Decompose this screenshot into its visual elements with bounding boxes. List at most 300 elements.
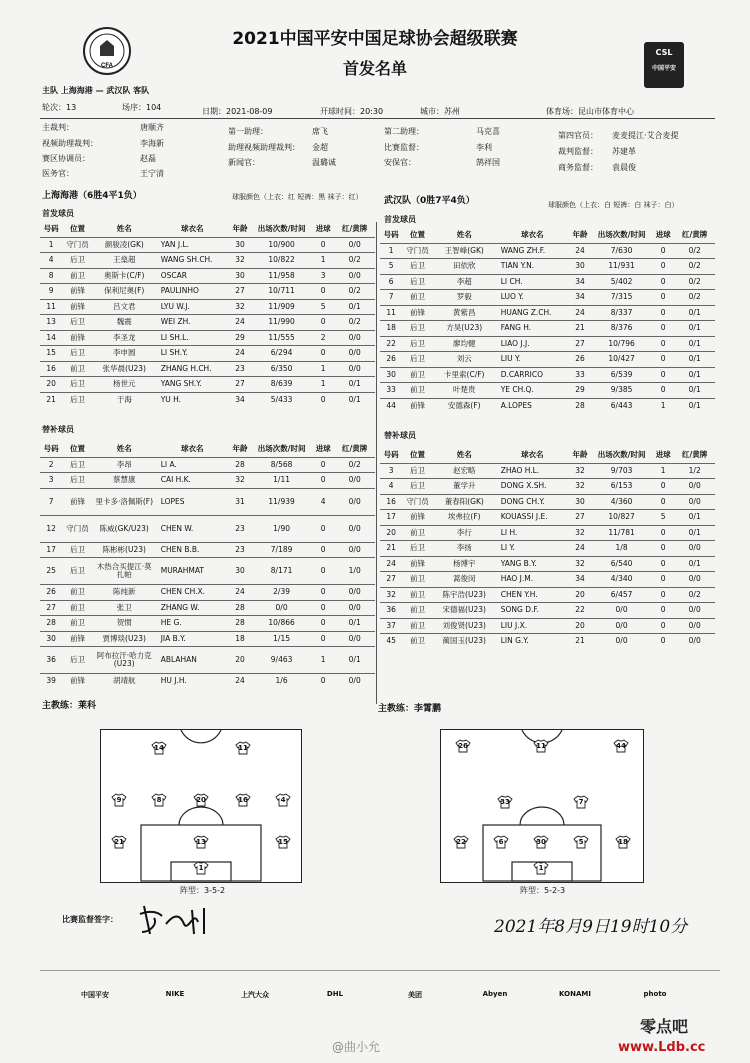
appearances: 1/6 [251, 674, 312, 689]
player-name: 刘云 [433, 352, 496, 368]
player-name: 里卡多·洛佩斯(F) [93, 488, 156, 515]
cards: 0/0 [674, 572, 715, 588]
jersey-name: CHEN Y.H. [496, 587, 569, 603]
player-position: 后卫 [62, 346, 92, 362]
column-header: 出场次数/时间 [597, 450, 646, 460]
player-name: 陈彬彬(U23) [93, 542, 156, 558]
sponsor-logo: 上汽大众 [241, 991, 269, 999]
player-number: 11 [40, 299, 62, 315]
jersey-name: LI Y. [496, 541, 569, 557]
player-position: 前锋 [62, 631, 92, 647]
coord: 赵磊 [140, 154, 156, 163]
player-age: 34 [569, 572, 591, 588]
goals: 0 [312, 674, 334, 689]
var-label: 视频助理裁判： [42, 139, 98, 148]
cards: 0/1 [334, 392, 375, 407]
player-row [380, 463, 715, 479]
goals: 0 [652, 572, 674, 588]
signature-datetime: 2021年8月9日19时10分 [494, 917, 688, 937]
player-position: 前卫 [402, 618, 432, 634]
jersey-number: 1 [538, 864, 544, 872]
referee-label: 主裁判： [42, 123, 74, 132]
appearances: 10/822 [251, 253, 312, 269]
player-name: 颜骏凌(GK) [93, 237, 156, 253]
player-row [40, 330, 375, 346]
cards: 0/0 [674, 603, 715, 619]
jersey-icon [533, 861, 549, 875]
column-header: 年龄 [572, 230, 588, 240]
player-number: 30 [380, 367, 402, 383]
jersey-name: A.LOPES [496, 398, 569, 413]
goals: 0 [652, 603, 674, 619]
column-header: 位置 [70, 224, 86, 234]
player-name: 董春阳(GK) [433, 494, 496, 510]
appearances: 8/376 [591, 321, 652, 337]
appearances: 1/90 [251, 515, 312, 542]
player-row [380, 305, 715, 321]
player-name: 田依欣 [433, 259, 496, 275]
player-number: 4 [40, 253, 62, 269]
player-age: 20 [569, 587, 591, 603]
jersey-name: ZHANG W. [156, 600, 229, 616]
jersey-icon [151, 793, 167, 807]
player-age: 28 [229, 600, 251, 616]
player-number: 3 [40, 473, 62, 489]
commercial-label: 商务监督： [558, 163, 598, 172]
player-row [40, 346, 375, 362]
cards: 0/0 [674, 494, 715, 510]
jersey-name: DONG X.SH. [496, 479, 569, 495]
cards: 0/1 [674, 556, 715, 572]
player-position: 前卫 [62, 616, 92, 632]
goals: 1 [312, 361, 334, 377]
player-number: 21 [40, 392, 62, 407]
jersey-name: LOPES [156, 488, 229, 515]
player-row [40, 616, 375, 632]
player-name: 蔡慧康 [93, 473, 156, 489]
player-age: 32 [569, 463, 591, 479]
column-header: 球衣名 [521, 450, 544, 460]
player-row [40, 237, 375, 253]
player-age: 34 [229, 392, 251, 407]
player-age: 27 [229, 284, 251, 300]
player-age: 30 [569, 259, 591, 275]
player-position: 前卫 [402, 383, 432, 399]
player-age: 23 [229, 515, 251, 542]
goals: 0 [652, 618, 674, 634]
appearances: 10/900 [251, 237, 312, 253]
appearances: 1/15 [251, 631, 312, 647]
away-team-name: 武汉队（0胜7平4负） [384, 196, 475, 206]
home-formation: 阵型：3-5-2 [180, 886, 226, 895]
jersey-name: LYU W.J. [156, 299, 229, 315]
match-date: 日期：2021-08-09 [202, 107, 273, 116]
appearances: 7/630 [591, 243, 652, 259]
player-number: 13 [40, 315, 62, 331]
column-header: 球衣名 [181, 224, 204, 234]
cards: 0/2 [334, 315, 375, 331]
column-header: 号码 [383, 230, 399, 240]
player-number: 11 [380, 305, 402, 321]
home-kit: 球服颜色（上衣：红 短裤：黑 袜子：红） [232, 193, 363, 201]
away-subs-label: 替补球员 [384, 431, 416, 440]
jersey-name: HU J.H. [156, 674, 229, 689]
player-position: 后卫 [62, 377, 92, 393]
table-header-row [40, 442, 375, 457]
cards: 0/2 [674, 274, 715, 290]
cards: 0/1 [674, 367, 715, 383]
goals: 1 [312, 253, 334, 269]
player-row [40, 542, 375, 558]
jersey-name: LIN G.Y. [496, 634, 569, 649]
jersey-icon [235, 741, 251, 755]
jersey-name: YANG SH.Y. [156, 377, 229, 393]
jersey-icon [615, 835, 631, 849]
player-age: 27 [569, 336, 591, 352]
player-number: 6 [380, 274, 402, 290]
jersey-name: LI SH.Y. [156, 346, 229, 362]
player-age: 32 [229, 299, 251, 315]
player-position: 后卫 [62, 457, 92, 473]
goals: 0 [652, 634, 674, 649]
player-age: 26 [569, 352, 591, 368]
player-position: 守门员 [62, 237, 92, 253]
player-row [380, 274, 715, 290]
player-row [380, 243, 715, 259]
appearances: 11/939 [251, 488, 312, 515]
goals: 0 [652, 479, 674, 495]
player-row [380, 510, 715, 526]
jersey-name: LI SH.L. [156, 330, 229, 346]
player-position: 前锋 [62, 330, 92, 346]
player-name: 黄紫昌 [433, 305, 496, 321]
home-formation-pitch [100, 729, 302, 883]
cards: 0/1 [674, 352, 715, 368]
goals: 0 [652, 290, 674, 306]
player-position: 前锋 [62, 284, 92, 300]
jersey-icon [151, 741, 167, 755]
player-row [40, 315, 375, 331]
player-number: 17 [40, 542, 62, 558]
goals: 0 [652, 274, 674, 290]
appearances: 10/796 [591, 336, 652, 352]
player-number: 36 [380, 603, 402, 619]
player-age: 32 [569, 556, 591, 572]
player-row [40, 473, 375, 489]
jersey-name: CHEN CH.X. [156, 585, 229, 601]
appearances: 6/539 [591, 367, 652, 383]
sponsor-logo: Abyen [482, 990, 508, 998]
player-number: 45 [380, 634, 402, 649]
cards: 0/1 [674, 510, 715, 526]
player-number: 8 [40, 268, 62, 284]
signature-label: 比赛监督签字： [62, 915, 118, 924]
cards: 0/1 [674, 525, 715, 541]
commercial: 袁晨俊 [612, 163, 636, 172]
player-number: 5 [380, 259, 402, 275]
jersey-icon [193, 861, 209, 875]
goals: 0 [312, 392, 334, 407]
column-header: 位置 [410, 450, 426, 460]
goals: 0 [652, 243, 674, 259]
jersey-icon [533, 835, 549, 849]
security-label: 安保官： [384, 158, 416, 167]
home-starters-table [40, 222, 375, 407]
appearances: 11/958 [251, 268, 312, 284]
jersey-number: 14 [154, 744, 164, 752]
player-name: 陈宇浩(U23) [433, 587, 496, 603]
jersey-icon [497, 795, 513, 809]
player-name: 吕文君 [93, 299, 156, 315]
player-number: 22 [380, 336, 402, 352]
player-row [380, 572, 715, 588]
home-subs-label: 替补球员 [42, 425, 74, 434]
coord-label: 赛区协调员： [42, 154, 90, 163]
column-header: 进球 [315, 444, 331, 454]
player-age: 29 [569, 383, 591, 399]
player-number: 27 [40, 600, 62, 616]
sponsor-strip [60, 986, 700, 1010]
player-name: 贺惯 [93, 616, 156, 632]
cards: 0/2 [334, 253, 375, 269]
cards: 0/0 [334, 237, 375, 253]
player-age: 24 [229, 585, 251, 601]
player-name: 李行 [433, 525, 496, 541]
player-name: 李圣龙 [93, 330, 156, 346]
column-header: 进球 [655, 230, 671, 240]
player-age: 30 [229, 268, 251, 284]
appearances: 0/0 [591, 634, 652, 649]
jersey-number: 4 [280, 796, 286, 804]
player-row [380, 352, 715, 368]
cards: 0/2 [334, 457, 375, 473]
appearances: 4/340 [591, 572, 652, 588]
player-position: 后卫 [62, 473, 92, 489]
cards: 0/0 [334, 268, 375, 284]
jersey-name: WANG ZH.F. [496, 243, 569, 259]
player-row [40, 377, 375, 393]
ar1: 席飞 [312, 127, 328, 136]
goals: 0 [652, 305, 674, 321]
player-position: 前锋 [62, 299, 92, 315]
player-name: 张华晨(U23) [93, 361, 156, 377]
column-header: 出场次数/时间 [257, 444, 306, 454]
player-row [40, 674, 375, 689]
column-header: 出场次数/时间 [597, 230, 646, 240]
kickoff: 开球时间：20:30 [320, 107, 384, 116]
away-formation: 阵型：5-2-3 [520, 886, 566, 895]
player-name: 廖均健 [433, 336, 496, 352]
jersey-icon [573, 795, 589, 809]
player-number: 27 [380, 572, 402, 588]
jersey-name: YU H. [156, 392, 229, 407]
column-header: 号码 [43, 224, 59, 234]
column-header: 球衣名 [521, 230, 544, 240]
column-header: 姓名 [116, 224, 132, 234]
goals: 1 [652, 398, 674, 413]
jersey-name: HE G. [156, 616, 229, 632]
goals: 0 [652, 556, 674, 572]
jersey-icon [493, 835, 509, 849]
jersey-number: 22 [456, 838, 466, 846]
sponsor-logo: KONAMI [559, 990, 591, 998]
goals: 2 [312, 330, 334, 346]
player-row [40, 515, 375, 542]
jersey-number: 21 [114, 838, 124, 846]
appearances: 8/639 [251, 377, 312, 393]
player-row [380, 479, 715, 495]
cards: 0/0 [334, 542, 375, 558]
appearances: 6/350 [251, 361, 312, 377]
cards: 0/0 [674, 618, 715, 634]
player-position: 前卫 [402, 525, 432, 541]
player-name: 杨博宇 [433, 556, 496, 572]
player-row [40, 647, 375, 674]
player-position: 前卫 [402, 603, 432, 619]
player-position: 前卫 [402, 634, 432, 649]
player-position: 前卫 [402, 572, 432, 588]
away-subs-table [380, 448, 715, 649]
jersey-number: 26 [458, 742, 468, 750]
player-position: 前卫 [62, 268, 92, 284]
player-name: 木热合买提江·莫扎帕 [93, 558, 156, 585]
jersey-name: KOUASSI J.E. [496, 510, 569, 526]
jersey-name: LI A. [156, 457, 229, 473]
player-position: 后卫 [402, 259, 432, 275]
goals: 0 [312, 558, 334, 585]
player-position: 后卫 [62, 542, 92, 558]
player-row [40, 600, 375, 616]
player-name: 贾博琰(U23) [93, 631, 156, 647]
cards: 0/1 [674, 383, 715, 399]
goals: 0 [312, 600, 334, 616]
player-position: 前卫 [62, 361, 92, 377]
player-name: 魏震 [93, 315, 156, 331]
column-header: 出场次数/时间 [257, 224, 306, 234]
jersey-name: PAULINHO [156, 284, 229, 300]
jersey-number: 9 [116, 796, 122, 804]
player-row [40, 299, 375, 315]
csl-sponsor-text: 中国平安 [651, 65, 676, 72]
player-position: 守门员 [402, 494, 432, 510]
csl-badge-text: CSL [655, 48, 673, 57]
column-header: 姓名 [456, 450, 472, 460]
jersey-icon [613, 739, 629, 753]
cards: 0/1 [334, 299, 375, 315]
appearances: 2/39 [251, 585, 312, 601]
player-number: 1 [40, 237, 62, 253]
cards: 0/0 [334, 515, 375, 542]
jersey-number: 44 [616, 742, 626, 750]
appearances: 7/189 [251, 542, 312, 558]
cards: 0/2 [674, 290, 715, 306]
cards: 0/1 [674, 398, 715, 413]
player-number: 15 [40, 346, 62, 362]
column-header: 红/黄牌 [682, 450, 708, 460]
sponsor-logo: 中国平安 [81, 991, 109, 999]
supervisor: 李利 [476, 143, 492, 152]
sponsor-logo: 美团 [408, 991, 422, 999]
venue: 体育场：昆山市体育中心 [546, 107, 634, 116]
player-name: 李申圆 [93, 346, 156, 362]
appearances: 6/540 [591, 556, 652, 572]
cards: 0/1 [674, 321, 715, 337]
jersey-icon [455, 739, 471, 753]
player-name: 杨世元 [93, 377, 156, 393]
player-age: 27 [229, 377, 251, 393]
player-name: 刘俊贤(U23) [433, 618, 496, 634]
appearances: 4/360 [591, 494, 652, 510]
column-header: 进球 [315, 224, 331, 234]
player-number: 12 [40, 515, 62, 542]
player-number: 18 [380, 321, 402, 337]
goals: 1 [652, 463, 674, 479]
home-team-name: 上海海港（6胜4平1负） [42, 191, 142, 201]
player-name: 赵宏略 [433, 463, 496, 479]
player-row [40, 392, 375, 407]
jersey-name: LI CH. [496, 274, 569, 290]
jersey-name: LI H. [496, 525, 569, 541]
jersey-name: YANG B.Y. [496, 556, 569, 572]
home-away-line: 主队 上海海港 — 武汉队 客队 [42, 86, 150, 95]
jersey-name: ZHAO H.L. [496, 463, 569, 479]
player-age: 30 [229, 237, 251, 253]
player-row [40, 284, 375, 300]
player-number: 32 [380, 587, 402, 603]
player-position: 前卫 [62, 600, 92, 616]
jersey-icon [111, 793, 127, 807]
cards: 0/0 [334, 330, 375, 346]
ar1-label: 第一助理： [228, 127, 268, 136]
cards: 0/2 [674, 243, 715, 259]
goals: 0 [312, 515, 334, 542]
player-name: 陈纯新 [93, 585, 156, 601]
cards: 0/2 [674, 259, 715, 275]
player-name: 蔺国玉(U23) [433, 634, 496, 649]
column-header: 球衣名 [181, 444, 204, 454]
appearances: 11/781 [591, 525, 652, 541]
jersey-icon [275, 835, 291, 849]
player-age: 24 [569, 243, 591, 259]
cards: 1/2 [674, 463, 715, 479]
player-number: 20 [380, 525, 402, 541]
appearances: 6/153 [591, 479, 652, 495]
jersey-number: 6 [498, 838, 504, 846]
player-number: 4 [380, 479, 402, 495]
player-number: 17 [380, 510, 402, 526]
jersey-icon [111, 835, 127, 849]
jersey-name: D.CARRICO [496, 367, 569, 383]
appearances: 8/568 [251, 457, 312, 473]
goals: 0 [652, 541, 674, 557]
player-age: 32 [229, 253, 251, 269]
fourth-label: 第四官员： [558, 131, 598, 140]
goals: 1 [312, 377, 334, 393]
player-age: 18 [229, 631, 251, 647]
jersey-name: YE CH.Q. [496, 383, 569, 399]
player-name: 董学升 [433, 479, 496, 495]
player-age: 27 [569, 510, 591, 526]
goals: 0 [652, 383, 674, 399]
appearances: 7/315 [591, 290, 652, 306]
cards: 0/1 [674, 336, 715, 352]
player-row [40, 558, 375, 585]
player-position: 守门员 [62, 515, 92, 542]
appearances: 1/11 [251, 473, 312, 489]
player-number: 25 [40, 558, 62, 585]
goals: 0 [312, 315, 334, 331]
appearances: 10/827 [591, 510, 652, 526]
